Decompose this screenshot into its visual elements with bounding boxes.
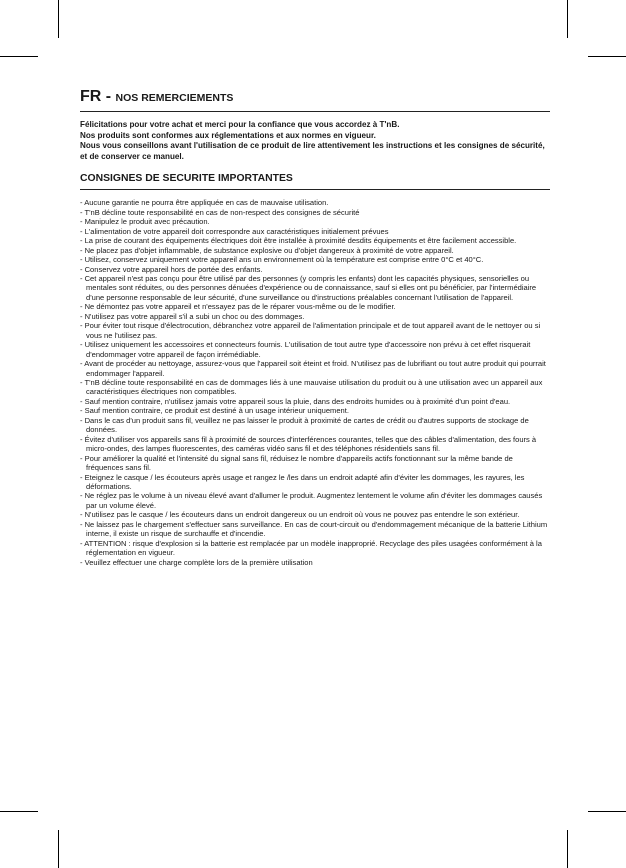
list-item: - Sauf mention contraire, n'utilisez jamais votre appareil sous la pluie, dans des endroits humides ou à proximité d'un point d'eau. (80, 396, 511, 406)
language-code: FR - (80, 88, 116, 105)
list-item: - Avant de procéder au nettoyage, assurez-vous que l'appareil soit éteint et froid. N'utilisez pas de lubrifiant ou tout autre produit qui pourrait endommager l'appareil. (80, 359, 546, 378)
list-item: - La prise de courant des équipements électriques doit être installée à proximité desdits équipements et être facilement accessible. (80, 236, 517, 246)
intro-line: Nos produits sont conformes aux réglementations et aux normes en vigueur. (80, 130, 376, 140)
page-title (80, 88, 550, 107)
list-item: - T'nB décline toute responsabilité en cas de non-respect des consignes de sécurité (80, 207, 360, 217)
section-title: CONSIGNES DE SECURITE IMPORTANTES (80, 173, 293, 185)
crop-mark (567, 0, 568, 38)
intro-paragraph (80, 120, 550, 162)
intro-line: Nous vous conseillons avant l'utilisation de ce produit de lire attentivement les instructions et les consignes de sécurité, et de conserver ce manuel. (80, 141, 545, 161)
list-item: - Aucune garantie ne pourra être appliquée en cas de mauvaise utilisation. (80, 198, 329, 208)
manual-page (80, 88, 550, 567)
list-item: - Ne réglez pas le volume à un niveau élevé avant d'allumer le produit. Augmentez lentement le volume afin d'éviter les dommages causés par un volume élevé. (80, 491, 543, 510)
crop-mark (58, 0, 59, 38)
crop-mark (567, 830, 568, 868)
intro-line: Félicitations pour votre achat et merci pour la confiance que vous accordez à T'nB. (80, 120, 400, 129)
list-item: - Dans le cas d'un produit sans fil, veuillez ne pas laisser le produit à proximité de cartes de crédit ou d'autres supports de stockage de données. (80, 415, 529, 435)
section-divider (80, 189, 550, 190)
list-item: - Ne laissez pas le chargement s'effectuer sans surveillance. En cas de court-circuit ou d'endommagement mécanique de la batterie Lithium interne, il existe un risque de surchauffe et d'incendie. (80, 519, 548, 539)
list-item: - Cet appareil n'est pas conçu pour être utilisé par des personnes (y compris les enfants) dont les capacités physiques, sensorielles ou mentales sont réduites, ou des personnes dénuées d'expérience ou de connaissance, sauf si elles ont pu bénéficier, par l'intermédiaire d'une personne responsable de leur sécurité, d'une surveillance ou d'instructions préalables concernant l'utilisation de l'appareil. (80, 274, 537, 302)
list-item: - N'utilisez pas votre appareil s'il a subi un choc ou des dommages. (80, 311, 305, 321)
list-item: - N'utilisez pas le casque / les écouteurs dans un endroit dangereux ou un endroit où vous ne pouvez pas entendre le son extérieur. (80, 510, 520, 520)
list-item: - L'alimentation de votre appareil doit correspondre aux caractéristiques initialement prévues (80, 226, 389, 236)
title-divider (80, 111, 550, 112)
list-item: - Ne placez pas d'objet inflammable, de substance explosive ou d'objet dangereux à proximité de votre appareil. (80, 245, 454, 255)
list-item: - Pour éviter tout risque d'électrocution, débranchez votre appareil de l'alimentation principale et de tout appareil avant de le nettoyer ou si vous ne l'utilisez pas. (80, 321, 541, 340)
list-item: - Évitez d'utiliser vos appareils sans fil à proximité de sources d'interférences courantes, telles que des câbles d'alimentation, des fours à micro-ondes, des lampes fluorescentes, des caméras vidéo sans fil et des téléphones résidentiels sans fil. (80, 434, 537, 454)
list-item: - Eteignez le casque / les écouteurs après usage et rangez le /les dans un endroit adapté afin d'éviter les dommages, les rayures, les déformations. (80, 472, 525, 491)
list-item: - Utilisez uniquement les accessoires et connecteurs fournis. L'utilisation de tout autre type d'accessoire non prévu à cet effet risquerait d'endommager votre appareil de façon irrémédiable. (80, 340, 531, 359)
crop-mark (588, 56, 626, 57)
list-item: - Ne démontez pas votre appareil et n'essayez pas de le réparer vous-même ou de le modifier. (80, 302, 396, 312)
list-item: - Utilisez, conservez uniquement votre appareil ans un environnement où la température est comprise entre 0°C et 40°C. (80, 255, 484, 265)
safety-list (80, 198, 550, 567)
list-item: - Manipulez le produit avec précaution. (80, 217, 210, 227)
crop-mark (588, 811, 626, 812)
list-item: - Veuillez effectuer une charge complète lors de la première utilisation (80, 557, 313, 567)
list-item: - Conservez votre appareil hors de portée des enfants. (80, 264, 263, 274)
list-item: - Sauf mention contraire, ce produit est destiné à un usage intérieur uniquement. (80, 406, 349, 416)
list-item: - Pour améliorer la qualité et l'intensité du signal sans fil, réduisez le nombre d'appareils actifs fonctionnant sur la même bande de fréquences sans fil. (80, 453, 513, 473)
page-title-text: NOS REMERCIEMENTS (115, 92, 234, 104)
list-item: - T'nB décline toute responsabilité en cas de dommages liés à une mauvaise utilisation du produit ou à une utilisation avec un appareil aux caractéristiques électriques non compatibles. (80, 377, 543, 397)
list-item: - ATTENTION : risque d'explosion si la batterie est remplacée par un modèle inapproprié. Recyclage des piles usagées conformément à la réglementation en vigueur. (80, 538, 542, 558)
crop-mark (0, 56, 38, 57)
crop-mark (0, 811, 38, 812)
crop-mark (58, 830, 59, 868)
